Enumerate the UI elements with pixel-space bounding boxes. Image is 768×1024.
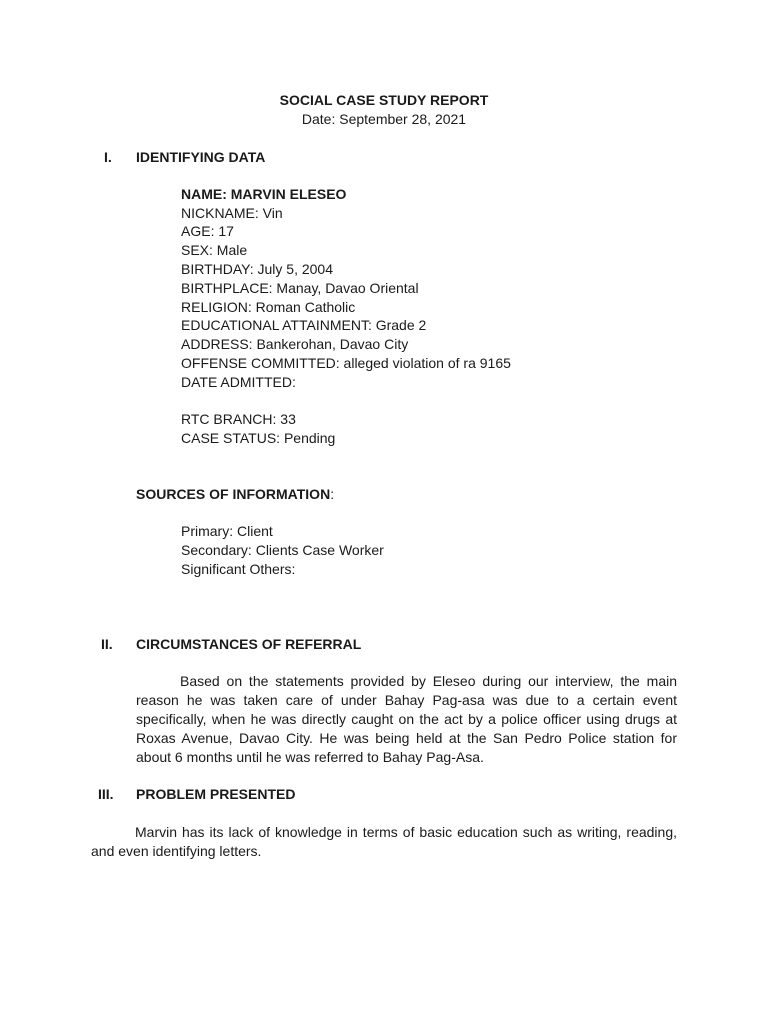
field-offense: OFFENSE COMMITTED: alleged violation of ra 9165	[181, 355, 511, 371]
source-secondary: Secondary: Clients Case Worker	[181, 542, 384, 558]
section-3-paragraph	[91, 823, 677, 861]
report-title: SOCIAL CASE STUDY REPORT	[279, 92, 489, 108]
field-religion: RELIGION: Roman Catholic	[181, 299, 356, 315]
field-rtc-branch: RTC BRANCH: 33	[181, 411, 296, 427]
section-2-heading: CIRCUMSTANCES OF REFERRAL	[136, 636, 362, 652]
field-birthday: BIRTHDAY: July 5, 2004	[181, 261, 333, 277]
section-1-numeral: I.	[104, 149, 112, 165]
sources-heading-line	[136, 485, 334, 504]
report-date: Date: September 28, 2021	[301, 111, 467, 127]
field-date-admitted: DATE ADMITTED:	[181, 374, 296, 390]
field-case-status: CASE STATUS: Pending	[181, 430, 336, 446]
field-age: AGE: 17	[181, 223, 234, 239]
source-significant-others: Significant Others:	[181, 561, 296, 577]
field-address: ADDRESS: Bankerohan, Davao City	[181, 336, 409, 352]
field-birthplace: BIRTHPLACE: Manay, Davao Oriental	[181, 280, 419, 296]
field-sex: SEX: Male	[181, 242, 248, 258]
client-name: NAME: MARVIN ELESEO	[181, 186, 347, 202]
section-2-numeral: II.	[101, 636, 113, 652]
section-3-numeral: III.	[98, 786, 114, 802]
sources-heading: SOURCES OF INFORMATION	[136, 486, 331, 502]
field-educational-attainment: EDUCATIONAL ATTAINMENT: Grade 2	[181, 317, 427, 333]
section-3-body: Marvin has its lack of knowledge in terms of basic education such as writing, reading, and even identifying letters.	[91, 824, 677, 859]
section-2-body: Based on the statements provided by Eleseo during our interview, the main reason he was taken care of under Bahay Pag-asa was due to a certain event specifically, when he was directly caught on the act by a police officer using drugs at Roxas Avenue, Davao City. He was being held at the San Pedro Police station for about 6 months until he was referred to Bahay Pag-Asa.	[136, 673, 677, 765]
source-primary: Primary: Client	[181, 523, 273, 539]
section-2-paragraph	[136, 672, 677, 767]
sources-colon: :	[330, 486, 335, 502]
section-3-heading: PROBLEM PRESENTED	[136, 786, 296, 802]
section-1-heading: IDENTIFYING DATA	[136, 149, 266, 165]
field-nickname: NICKNAME: Vin	[181, 205, 283, 221]
